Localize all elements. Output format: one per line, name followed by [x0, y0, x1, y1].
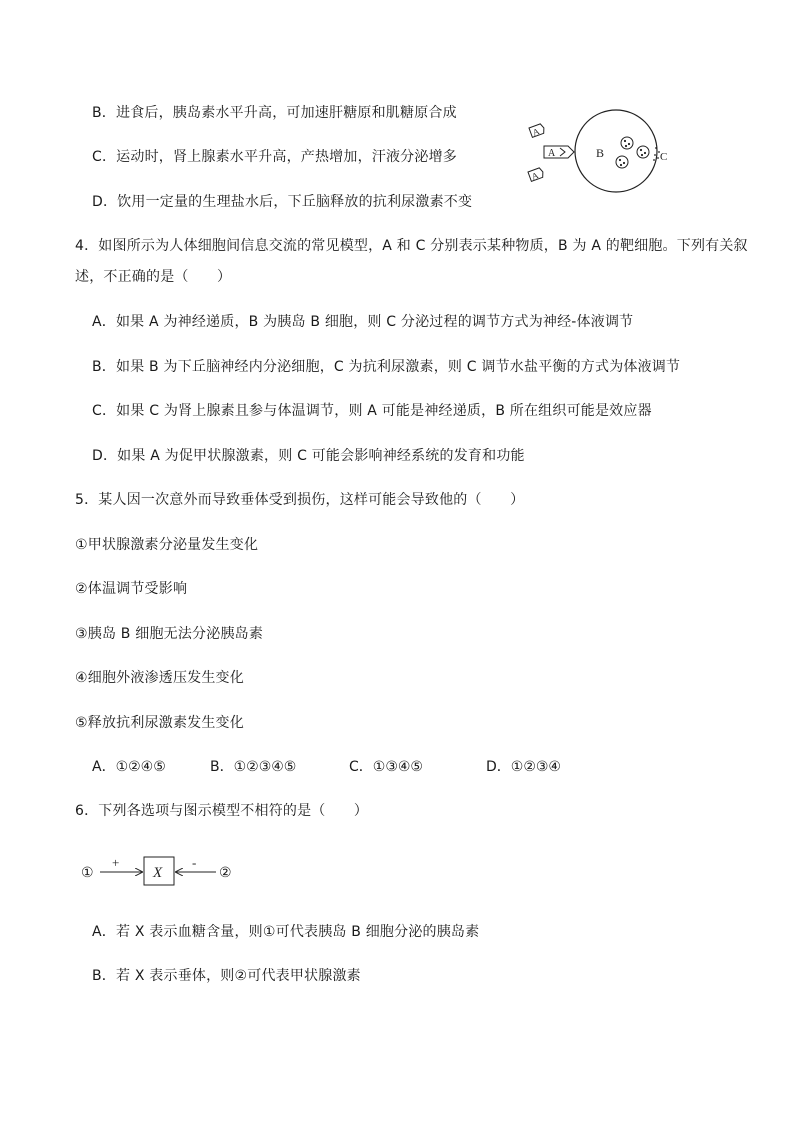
- cell-b-outline: [575, 110, 657, 192]
- q3-option-b: B．进食后，胰岛素水平升高，可加速肝糖原和肌糖原合成: [92, 105, 457, 121]
- plus-sign: +: [112, 855, 120, 870]
- q4-option-a: A．如果 A 为神经递质，B 为胰岛 B 细胞，则 C 分泌过程的调节方式为神经-体液调节: [92, 314, 634, 330]
- vesicle-1: [621, 137, 633, 149]
- q5-item-5: ⑤释放抗利尿激素发生变化: [75, 715, 244, 731]
- cell-b-label: B: [596, 146, 605, 160]
- q5-item-4: ④细胞外液渗透压发生变化: [75, 670, 244, 686]
- x-box-label: X: [153, 865, 163, 881]
- q5-stem: 5．某人因一次意外而导致垂体受到损伤，这样可能会导致他的（ ）: [75, 492, 525, 508]
- minus-sign: -: [192, 855, 197, 870]
- q6-option-a: A．若 X 表示血糖含量，则①可代表胰岛 B 细胞分泌的胰岛素: [92, 924, 480, 940]
- source-2-label: ②: [219, 866, 232, 881]
- q4-stem-line1: 4．如图所示为人体细胞间信息交流的常见模型，A 和 C 分别表示某种物质，B 为 A 的靶细胞。下列有关叙: [75, 238, 748, 254]
- q5-item-3: ③胰岛 B 细胞无法分泌胰岛素: [75, 626, 264, 642]
- svg-text:A: A: [531, 126, 541, 138]
- x-regulation-diagram: [78, 852, 248, 892]
- q5-option-c: C．①③④⑤: [349, 759, 423, 775]
- signal-a-molecule-top: [529, 123, 546, 138]
- q5-item-2: ②体温调节受影响: [75, 581, 188, 597]
- source-1-label: ①: [81, 866, 94, 881]
- vesicle-2: [616, 156, 628, 168]
- q4-option-d: D．如果 A 为促甲状腺激素，则 C 可能会影响神经系统的发育和功能: [92, 448, 525, 464]
- q6-option-b: B．若 X 表示垂体，则②可代表甲状腺激素: [92, 968, 361, 984]
- svg-text:A: A: [530, 170, 540, 182]
- cell-signal-diagram: [516, 108, 676, 194]
- q3-option-d: D．饮用一定量的生理盐水后，下丘脑释放的抗利尿激素不变: [92, 194, 473, 210]
- q5-option-b: B．①②③④⑤: [210, 759, 297, 775]
- q4-option-c: C．如果 C 为肾上腺素且参与体温调节，则 A 可能是神经递质，B 所在组织可能是效应器: [92, 403, 652, 419]
- vesicle-3: [637, 146, 649, 158]
- q5-item-1: ①甲状腺激素分泌量发生变化: [75, 537, 259, 553]
- q5-option-a: A．①②④⑤: [92, 759, 166, 775]
- q3-option-c: C．运动时，肾上腺素水平升高，产热增加，汗液分泌增多: [92, 149, 457, 165]
- signal-a-docked-label: A: [548, 148, 556, 159]
- signal-c-label: C: [660, 151, 668, 163]
- q4-stem-line2: 述，不正确的是（ ）: [75, 269, 232, 285]
- signal-a-molecule-bottom: [528, 167, 545, 182]
- q6-stem: 6．下列各选项与图示模型不相符的是（ ）: [75, 803, 369, 819]
- q4-option-b: B．如果 B 为下丘脑神经内分泌细胞，C 为抗利尿激素，则 C 调节水盐平衡的方式为体液调节: [92, 359, 681, 375]
- q5-option-d: D．①②③④: [486, 759, 561, 775]
